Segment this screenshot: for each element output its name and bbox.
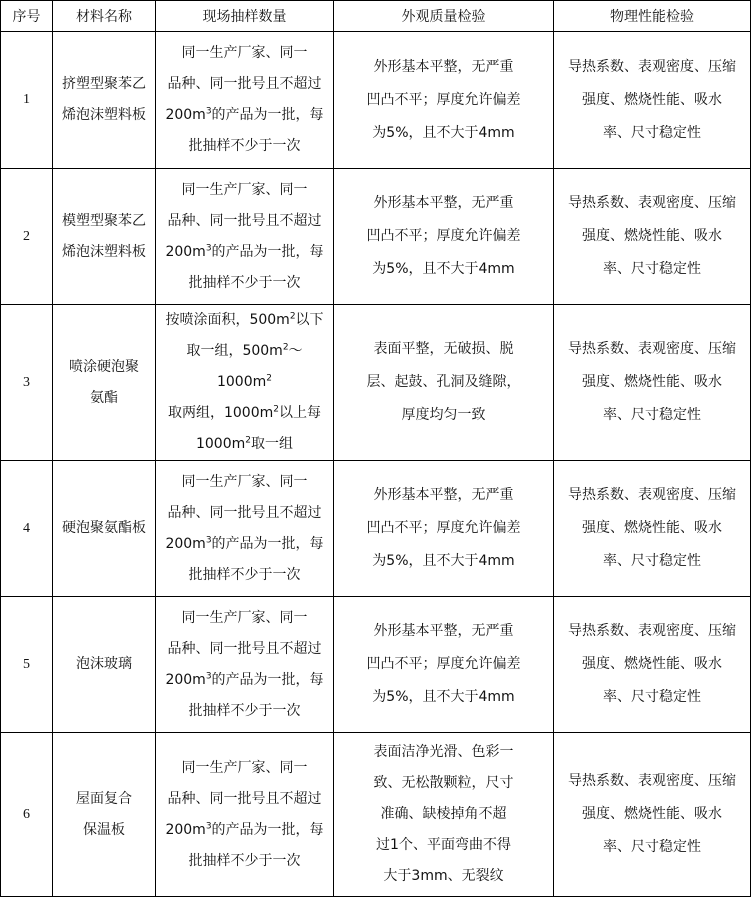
- sampling-line: 批抽样不少于一次: [188, 852, 301, 869]
- appearance-line: 准确、缺棱掉角不超: [380, 806, 507, 822]
- sampling-text: [165, 603, 323, 727]
- material-name: [53, 597, 156, 733]
- sampling-line: 品种、同一批号且不超过: [167, 504, 322, 521]
- appearance-check: [334, 733, 554, 897]
- sampling-line: 批抽样不少于一次: [188, 566, 301, 583]
- sampling-line: 取两组，$1000m^2$以上每: [167, 404, 321, 421]
- table-row: [1, 169, 751, 305]
- physical-line: 导热系数、表观密度、压缩: [568, 341, 736, 357]
- physical-check: [554, 733, 751, 897]
- sampling-line: 品种、同一批号且不超过: [167, 212, 322, 229]
- header-appearance: 外观质量检验: [334, 1, 554, 32]
- sampling-line: $200m^3$的产品为一批，每: [165, 820, 324, 838]
- material-name-line: 泡沫玻璃: [76, 656, 132, 672]
- material-name: [53, 305, 156, 461]
- table-row: [1, 305, 751, 461]
- sampling-line: $200m^3$的产品为一批，每: [165, 242, 324, 260]
- physical-line: 率、尺寸稳定性: [603, 261, 701, 277]
- appearance-line: 层、起鼓、孔洞及缝隙，: [366, 374, 521, 390]
- physical-line: 导热系数、表观密度、压缩: [568, 773, 736, 789]
- row-number: 6: [1, 733, 53, 897]
- physical-check: [554, 597, 751, 733]
- material-name: [53, 461, 156, 597]
- sampling-text: [165, 38, 323, 162]
- sampling-line: 同一生产厂家、同一: [181, 473, 308, 490]
- physical-check: [554, 169, 751, 305]
- appearance-line: 凹凸不平；厚度允许偏差: [366, 228, 521, 244]
- row-number: 5: [1, 597, 53, 733]
- sampling-line: 取一组，$500m^2\sim 1000m^2$: [186, 342, 303, 390]
- material-name-line: 烯泡沫塑料板: [62, 243, 146, 260]
- row-number: 3: [1, 305, 53, 461]
- appearance-line: 表面洁净光滑、色彩一: [373, 744, 514, 760]
- physical-text: [568, 479, 736, 578]
- material-name-text: [62, 206, 146, 268]
- sampling-line: $200m^3$的产品为一批，每: [165, 106, 324, 123]
- physical-line: 率、尺寸稳定性: [603, 839, 701, 855]
- appearance-check: [334, 305, 554, 461]
- row-number: 2: [1, 169, 53, 305]
- material-name-line: 屋面复合: [76, 790, 132, 807]
- physical-check: [554, 32, 751, 169]
- appearance-line: 凹凸不平；厚度允许偏差: [366, 520, 521, 536]
- physical-line: 强度、燃烧性能、吸水: [582, 91, 722, 108]
- material-name-text: [62, 513, 146, 544]
- physical-line: 强度、燃烧性能、吸水: [582, 374, 722, 390]
- header-physical: 物理性能检验: [554, 1, 751, 32]
- physical-line: 导热系数、表观密度、压缩: [568, 487, 736, 503]
- appearance-check: [334, 597, 554, 733]
- appearance-line: 厚度均匀一致: [401, 407, 486, 423]
- header-row: [1, 1, 751, 32]
- header-no: 序号: [1, 1, 53, 32]
- sampling-line: 同一生产厂家、同一: [181, 609, 308, 626]
- sampling-quantity: [156, 597, 334, 733]
- sampling-line: 批抽样不少于一次: [188, 274, 301, 291]
- table-row: [1, 597, 751, 733]
- sampling-line: 同一生产厂家、同一: [181, 45, 308, 61]
- sampling-quantity: [156, 305, 334, 461]
- material-name-line: 喷涂硬泡聚: [69, 358, 139, 375]
- material-name-line: 氨酯: [90, 389, 118, 406]
- physical-line: 导热系数、表观密度、压缩: [568, 195, 736, 211]
- appearance-check: [334, 32, 554, 169]
- sampling-quantity: [156, 169, 334, 305]
- appearance-line: 外形基本平整，无严重: [373, 195, 514, 211]
- appearance-check: [334, 461, 554, 597]
- sampling-line: 同一生产厂家、同一: [181, 181, 308, 198]
- appearance-text: [367, 187, 521, 286]
- material-name: [53, 169, 156, 305]
- physical-check: [554, 461, 751, 597]
- appearance-line: 凹凸不平；厚度允许偏差: [366, 91, 521, 108]
- physical-line: 率、尺寸稳定性: [603, 689, 701, 705]
- sampling-text: [165, 753, 323, 877]
- material-name-text: [76, 784, 132, 846]
- row-number: 1: [1, 32, 53, 169]
- physical-line: 强度、燃烧性能、吸水: [582, 228, 722, 244]
- sampling-line: 按喷涂面积，$500m^2$以下: [165, 311, 324, 328]
- physical-text: [568, 765, 736, 864]
- material-name-line: 烯泡沫塑料板: [62, 107, 146, 123]
- sampling-line: 品种、同一批号且不超过: [167, 640, 322, 657]
- physical-line: 强度、燃烧性能、吸水: [582, 806, 722, 822]
- physical-text: [568, 187, 736, 286]
- sampling-line: 同一生产厂家、同一: [181, 759, 308, 776]
- physical-line: 导热系数、表观密度、压缩: [568, 58, 736, 75]
- physical-line: 强度、燃烧性能、吸水: [582, 656, 722, 672]
- appearance-check: [334, 169, 554, 305]
- appearance-line: 致、无松散颗粒，尺寸: [373, 775, 514, 791]
- appearance-line: 表面平整，无破损、脱: [373, 341, 514, 357]
- physical-line: 导热系数、表观密度、压缩: [568, 623, 736, 639]
- sampling-text: [165, 467, 323, 591]
- header-sampling: 现场抽样数量: [156, 1, 334, 32]
- material-name-text: [69, 352, 139, 414]
- appearance-text: [367, 51, 521, 150]
- appearance-line: 凹凸不平；厚度允许偏差: [366, 656, 521, 672]
- table-row: [1, 32, 751, 169]
- physical-line: 强度、燃烧性能、吸水: [582, 520, 722, 536]
- appearance-line: 过1个、平面弯曲不得: [376, 837, 511, 853]
- appearance-text: [367, 333, 521, 432]
- physical-line: 率、尺寸稳定性: [603, 553, 701, 569]
- appearance-line: 外形基本平整，无严重: [373, 623, 514, 639]
- physical-text: [568, 615, 736, 714]
- material-name-line: 模塑型聚苯乙: [62, 212, 146, 229]
- appearance-line: 大于3mm、无裂纹: [383, 868, 504, 884]
- sampling-line: $200m^3$的产品为一批，每: [165, 534, 324, 552]
- sampling-line: 批抽样不少于一次: [188, 138, 301, 154]
- sampling-line: 品种、同一批号且不超过: [167, 76, 322, 92]
- sampling-quantity: [156, 733, 334, 897]
- material-name-text: [76, 649, 132, 680]
- sampling-line: 品种、同一批号且不超过: [167, 790, 322, 807]
- physical-line: 率、尺寸稳定性: [603, 407, 701, 423]
- sampling-text: [160, 305, 329, 460]
- material-name: [53, 32, 156, 169]
- physical-line: 率、尺寸稳定性: [603, 124, 701, 141]
- appearance-text: [367, 615, 521, 714]
- physical-check: [554, 305, 751, 461]
- appearance-line: 外形基本平整，无严重: [373, 487, 514, 503]
- appearance-line: 为5%，且不大于4mm: [372, 553, 515, 569]
- physical-text: [568, 51, 736, 150]
- sampling-quantity: [156, 32, 334, 169]
- material-name-text: [62, 69, 146, 131]
- table-row: [1, 461, 751, 597]
- header-name: 材料名称: [53, 1, 156, 32]
- sampling-text: [165, 175, 323, 299]
- material-name-line: 硬泡聚氨酯板: [62, 520, 146, 536]
- sampling-quantity: [156, 461, 334, 597]
- appearance-text: [367, 479, 521, 578]
- appearance-line: 为5%，且不大于4mm: [372, 689, 515, 705]
- table-row: [1, 733, 751, 897]
- material-name-line: 挤塑型聚苯乙: [62, 76, 146, 92]
- sampling-line: 批抽样不少于一次: [188, 702, 301, 719]
- material-name: [53, 733, 156, 897]
- row-number: 4: [1, 461, 53, 597]
- material-name-line: 保温板: [83, 821, 125, 838]
- appearance-line: 为5%，且不大于4mm: [372, 124, 515, 141]
- sampling-line: $200m^3$的产品为一批，每: [165, 670, 324, 688]
- sampling-line: $1000m^2$取一组: [195, 435, 293, 452]
- appearance-line: 为5%，且不大于4mm: [372, 261, 515, 277]
- physical-text: [568, 333, 736, 432]
- appearance-line: 外形基本平整，无严重: [373, 58, 514, 75]
- appearance-text: [374, 737, 514, 892]
